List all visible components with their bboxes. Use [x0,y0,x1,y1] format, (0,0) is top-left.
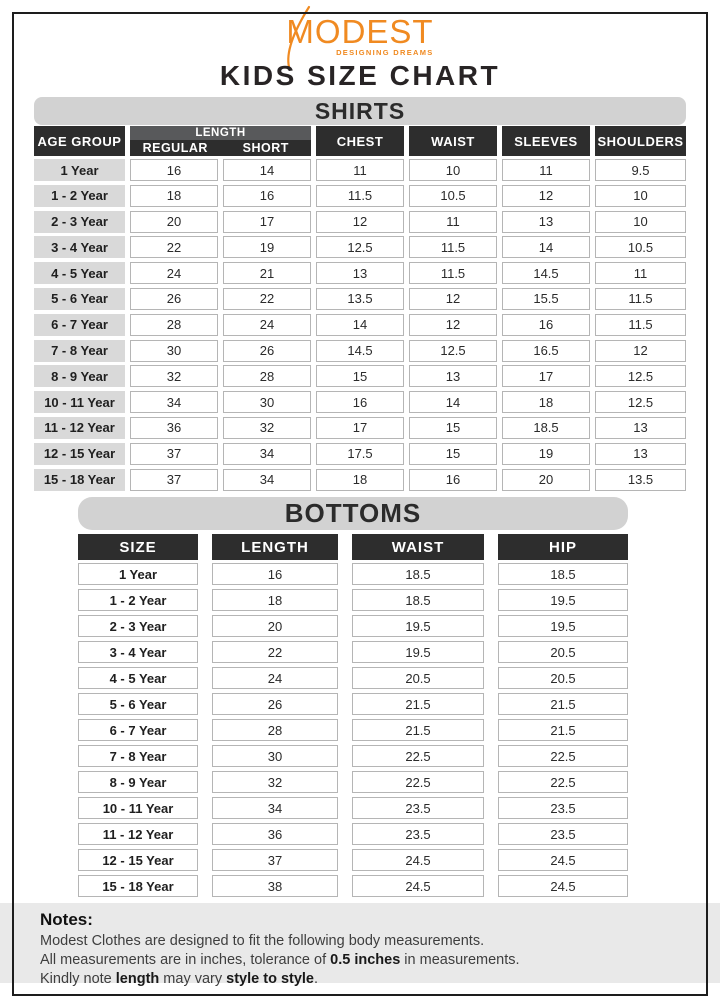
row-label-cell: 5 - 6 Year [78,693,198,715]
shirts-header-row [34,126,686,156]
value-cell: 11.5 [316,185,404,207]
value-cell: 22 [212,641,338,663]
row-label-cell: 4 - 5 Year [34,262,125,284]
col-header-hip: HIP [498,534,628,560]
value-cell: 10 [409,159,497,181]
value-cell: 37 [212,849,338,871]
notes-line: Kindly note length may vary style to style. [40,971,319,987]
row-label-cell: 5 - 6 Year [34,288,125,310]
value-cell: 19.5 [498,615,628,637]
shirts-row [34,185,686,207]
value-cell: 17 [502,365,590,387]
value-cell: 17.5 [316,443,404,465]
row-label-cell: 10 - 11 Year [78,797,198,819]
value-cell: 24.5 [352,875,484,897]
bottoms-header-row [78,534,628,560]
bottoms-row [78,823,628,845]
value-cell: 12 [409,314,497,336]
bottoms-row [78,615,628,637]
notes-section [0,903,720,987]
page-title: KIDS SIZE CHART [219,60,501,91]
col-header-age-group: AGE GROUP [34,126,125,156]
value-cell: 11.5 [595,288,686,310]
value-cell: 24 [223,314,311,336]
value-cell: 19 [502,443,590,465]
value-cell: 14 [316,314,404,336]
value-cell: 10.5 [409,185,497,207]
value-cell: 18 [130,185,218,207]
value-cell: 15.5 [502,288,590,310]
value-cell: 11 [502,159,590,181]
value-cell: 30 [223,391,311,413]
value-cell: 30 [212,745,338,767]
value-cell: 13.5 [595,469,686,491]
shirts-row [34,262,686,284]
value-cell: 19.5 [352,615,484,637]
value-cell: 38 [212,875,338,897]
bottoms-row [78,745,628,767]
shirts-row [34,211,686,233]
value-cell: 10 [595,211,686,233]
value-cell: 30 [130,340,218,362]
value-cell: 28 [212,719,338,741]
row-label-cell: 8 - 9 Year [78,771,198,793]
value-cell: 24.5 [352,849,484,871]
col-header-short: SHORT [242,141,289,155]
bottoms-title-bar: BOTTOMS [78,497,628,530]
col-header-sleeves: SLEEVES [502,126,590,156]
value-cell: 12.5 [409,340,497,362]
row-label-cell: 12 - 15 Year [78,849,198,871]
value-cell: 23.5 [352,797,484,819]
shirts-row [34,469,686,491]
value-cell: 12.5 [595,365,686,387]
value-cell: 20.5 [352,667,484,689]
value-cell: 36 [130,417,218,439]
row-label-cell: 15 - 18 Year [34,469,125,491]
col-header-bottoms-waist: WAIST [352,534,484,560]
value-cell: 32 [130,365,218,387]
col-header-size: SIZE [78,534,198,560]
value-cell: 11.5 [595,314,686,336]
value-cell: 21.5 [498,693,628,715]
shirts-row [34,391,686,413]
value-cell: 16 [409,469,497,491]
bottoms-row [78,693,628,715]
row-label-cell: 7 - 8 Year [34,340,125,362]
brand-tagline: DESIGNING DREAMS [336,48,434,58]
brand-name: MODEST [286,13,434,50]
value-cell: 12 [502,185,590,207]
value-cell: 13 [316,262,404,284]
value-cell: 18 [502,391,590,413]
value-cell: 24.5 [498,875,628,897]
value-cell: 11.5 [409,262,497,284]
value-cell: 22.5 [352,771,484,793]
value-cell: 26 [130,288,218,310]
value-cell: 24 [212,667,338,689]
value-cell: 14 [223,159,311,181]
bottoms-row [78,719,628,741]
value-cell: 28 [223,365,311,387]
value-cell: 22.5 [498,745,628,767]
col-header-waist: WAIST [409,126,497,156]
value-cell: 24.5 [498,849,628,871]
value-cell: 20 [130,211,218,233]
notes-line: All measurements are in inches, tolerance of 0.5 inches in measurements. [40,952,520,968]
value-cell: 28 [130,314,218,336]
row-label-cell: 3 - 4 Year [34,236,125,258]
value-cell: 13 [502,211,590,233]
value-cell: 11 [595,262,686,284]
shirts-table [34,97,686,494]
value-cell: 22 [130,236,218,258]
value-cell: 13 [409,365,497,387]
value-cell: 12.5 [595,391,686,413]
value-cell: 19.5 [498,589,628,611]
value-cell: 16.5 [502,340,590,362]
shirts-row [34,443,686,465]
value-cell: 16 [223,185,311,207]
value-cell: 36 [212,823,338,845]
value-cell: 21.5 [498,719,628,741]
row-label-cell: 2 - 3 Year [78,615,198,637]
value-cell: 22 [223,288,311,310]
value-cell: 12 [409,288,497,310]
row-label-cell: 1 - 2 Year [34,185,125,207]
row-label-cell: 1 Year [78,563,198,585]
value-cell: 17 [223,211,311,233]
bottoms-row [78,667,628,689]
value-cell: 15 [409,443,497,465]
value-cell: 14.5 [502,262,590,284]
value-cell: 18.5 [352,563,484,585]
value-cell: 23.5 [352,823,484,845]
value-cell: 26 [212,693,338,715]
value-cell: 14.5 [316,340,404,362]
row-label-cell: 8 - 9 Year [34,365,125,387]
value-cell: 10 [595,185,686,207]
col-header-bottoms-length: LENGTH [212,534,338,560]
notes-heading: Notes: [40,910,93,929]
shirts-row [34,417,686,439]
value-cell: 34 [130,391,218,413]
value-cell: 12 [595,340,686,362]
bottoms-table [78,497,628,901]
bottoms-row [78,849,628,871]
row-label-cell: 6 - 7 Year [78,719,198,741]
row-label-cell: 4 - 5 Year [78,667,198,689]
value-cell: 34 [223,469,311,491]
bottoms-row [78,589,628,611]
bottoms-row [78,797,628,819]
value-cell: 11 [316,159,404,181]
value-cell: 22.5 [498,771,628,793]
bottoms-row [78,875,628,897]
value-cell: 19.5 [352,641,484,663]
value-cell: 18.5 [352,589,484,611]
shirts-title-bar: SHIRTS [34,97,686,125]
value-cell: 21.5 [352,719,484,741]
row-label-cell: 10 - 11 Year [34,391,125,413]
value-cell: 11 [409,211,497,233]
value-cell: 17 [316,417,404,439]
notes-content [0,903,720,989]
value-cell: 16 [130,159,218,181]
row-label-cell: 11 - 12 Year [78,823,198,845]
value-cell: 37 [130,443,218,465]
value-cell: 32 [223,417,311,439]
row-label-cell: 7 - 8 Year [78,745,198,767]
value-cell: 9.5 [595,159,686,181]
value-cell: 18 [316,469,404,491]
value-cell: 12.5 [316,236,404,258]
value-cell: 18.5 [502,417,590,439]
bottoms-row [78,563,628,585]
value-cell: 21.5 [352,693,484,715]
brand-logo [286,13,434,58]
value-cell: 34 [212,797,338,819]
bottoms-row [78,771,628,793]
value-cell: 16 [316,391,404,413]
shirts-row [34,314,686,336]
row-label-cell: 6 - 7 Year [34,314,125,336]
shirts-row [34,340,686,362]
value-cell: 18.5 [498,563,628,585]
row-label-cell: 15 - 18 Year [78,875,198,897]
length-subheaders [130,140,311,156]
col-header-length-group [130,126,311,156]
value-cell: 16 [212,563,338,585]
value-cell: 20.5 [498,667,628,689]
value-cell: 21 [223,262,311,284]
row-label-cell: 1 Year [34,159,125,181]
shirts-row [34,159,686,181]
value-cell: 13 [595,417,686,439]
shirts-row [34,288,686,310]
value-cell: 37 [130,469,218,491]
value-cell: 26 [223,340,311,362]
row-label-cell: 12 - 15 Year [34,443,125,465]
col-header-regular: REGULAR [142,141,208,155]
value-cell: 12 [316,211,404,233]
value-cell: 20 [212,615,338,637]
value-cell: 23.5 [498,797,628,819]
brand-header [0,13,720,58]
value-cell: 34 [223,443,311,465]
col-header-length: LENGTH [130,126,311,140]
value-cell: 14 [502,236,590,258]
row-label-cell: 2 - 3 Year [34,211,125,233]
value-cell: 32 [212,771,338,793]
shirts-row [34,365,686,387]
value-cell: 11.5 [409,236,497,258]
value-cell: 20.5 [498,641,628,663]
value-cell: 18 [212,589,338,611]
value-cell: 15 [316,365,404,387]
value-cell: 14 [409,391,497,413]
col-header-chest: CHEST [316,126,404,156]
value-cell: 23.5 [498,823,628,845]
shirts-rows [34,159,686,491]
value-cell: 24 [130,262,218,284]
col-header-shoulders: SHOULDERS [595,126,686,156]
value-cell: 22.5 [352,745,484,767]
value-cell: 20 [502,469,590,491]
bottoms-rows [78,563,628,897]
value-cell: 10.5 [595,236,686,258]
row-label-cell: 1 - 2 Year [78,589,198,611]
value-cell: 19 [223,236,311,258]
notes-lines [40,932,720,989]
bottoms-row [78,641,628,663]
notes-line: Modest Clothes are designed to fit the following body measurements. [40,933,485,949]
value-cell: 13 [595,443,686,465]
value-cell: 15 [409,417,497,439]
row-label-cell: 11 - 12 Year [34,417,125,439]
row-label-cell: 3 - 4 Year [78,641,198,663]
shirts-row [34,236,686,258]
value-cell: 13.5 [316,288,404,310]
value-cell: 16 [502,314,590,336]
